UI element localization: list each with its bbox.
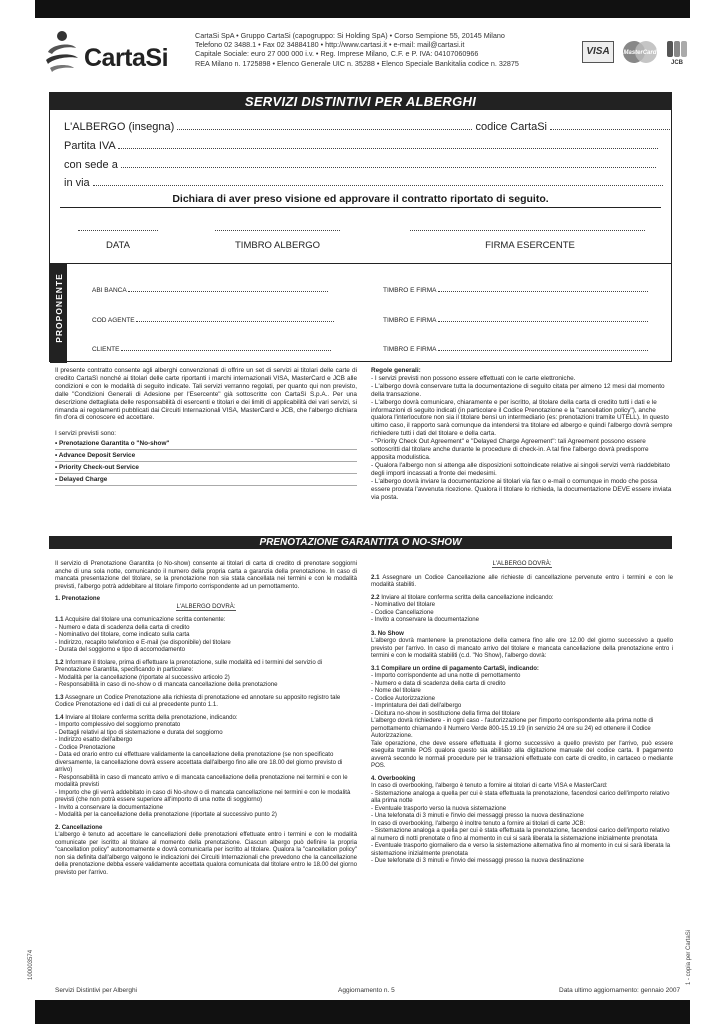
- partita-label: Partita IVA: [64, 140, 116, 152]
- s31-text2: Tale operazione, che deve essere effettuata il giorno successivo a quello previsto per l'arrivo, può essere eseguita tramite POS qualora questo sia abilitato alla digitazione manuale del codice carta. Il pagamento avverrà secondo le normali procedure per le transazioni effettuate con carte di credito, in cartaceo o mediante POS.: [371, 739, 673, 769]
- s31-item: - Codice Autorizzazione: [371, 694, 436, 702]
- rule-item: - I servizi previsti non possono essere effettuati con le carte elettroniche.: [371, 374, 576, 382]
- albergo-field[interactable]: [177, 120, 472, 130]
- cartasi-logo: [42, 30, 172, 75]
- s12-item: - Modalità per la cancellazione (riportate al successivo articolo 2): [55, 673, 230, 681]
- mastercard-logo: [620, 40, 660, 64]
- s22-item: - Codice Cancellazione: [371, 608, 434, 616]
- services-intro: I servizi previsti sono:: [55, 430, 117, 438]
- abi-label: ABI BANCA: [92, 287, 127, 294]
- s22-item: - Invito a conservare la documentazione: [371, 616, 480, 623]
- noshow-intro: Il servizio di Prenotazione Garantita (o No-show) consente ai titolari di carta di credito di prenotare soggiorni anche di una sola notte, comunicando il numero della propria carta a garanzia della prenotazione. In caso di mancata presentazione del titolare, se la prenotazione non sia stata cancellata nei termini e con le modalità previsti, l'albergo potrà addebitare al titolare l'importo corrispondente ad un pernottamento.: [55, 560, 357, 590]
- s31-title: 3.1 Compilare un ordine di pagamento CartaSì, indicando:: [371, 664, 539, 672]
- declaration: Dichiara di aver preso visione ed approvare il contratto riportato di seguito.: [172, 193, 549, 205]
- agente-row: [92, 316, 334, 324]
- svg-text:MasterCard: MasterCard: [623, 50, 657, 56]
- firma-field[interactable]: [410, 229, 645, 231]
- s12-num: 1.2: [55, 658, 64, 666]
- company-info: [195, 31, 535, 68]
- s21-text: Assegnare un Codice Cancellazione alle richieste di cancellazione pervenute entro i termini e con le modalità stabiliti.: [371, 573, 674, 588]
- firma-esercente-label: FIRMA ESERCENTE: [485, 240, 575, 251]
- proponente-divider: [50, 263, 671, 264]
- timbro-firma-row-1: [383, 286, 648, 294]
- rules-column: [371, 367, 673, 501]
- s4-item: - Eventuale trasporto verso la nuova sistemazione: [371, 804, 507, 812]
- s11-text: Acquisire dal titolare una comunicazione scritta contenente:: [64, 616, 226, 623]
- s31-item: - Nome del titolare: [371, 687, 421, 694]
- proponente-sidebar: [50, 263, 67, 363]
- codice-field[interactable]: [550, 120, 670, 130]
- s14-item: - Invito a conservare la documentazione: [55, 803, 164, 811]
- s14-text: Inviare al titolare conferma scritta della prenotazione, indicando:: [65, 713, 238, 721]
- svg-text:JCB: JCB: [670, 60, 684, 66]
- albergo-dovra-right: L'ALBERGO DOVRÀ:: [492, 560, 552, 567]
- visa-logo: VISA: [582, 41, 614, 63]
- rules-title: Regole generali:: [371, 367, 421, 374]
- timbro-firma-field-1[interactable]: [438, 286, 648, 292]
- sede-row: [64, 158, 656, 171]
- data-field[interactable]: [78, 229, 158, 231]
- sede-field[interactable]: [121, 158, 656, 168]
- s14-item: - Responsabilità in caso di mancato arrivo e di mancata cancellazione della prenotazione nei termini e con le modalità previsti: [55, 773, 348, 788]
- intro-column: [55, 367, 357, 488]
- s3-title: 3. No Show: [371, 629, 404, 637]
- form-code: 100003574: [28, 949, 34, 980]
- s11-item: - Numero e data di scadenza della carta di credito: [55, 623, 190, 631]
- company-line: Capitale Sociale: euro 27 000 000 i.v. • Reg. Imprese Milano, C.F. e P. IVA: 04107060966: [195, 49, 479, 59]
- company-line: CartaSi SpA • Gruppo CartaSi (capogruppo: Si Holding SpA) • Corso Sempione 55, 20145 Milano: [195, 31, 505, 40]
- albergo-row: [64, 120, 670, 133]
- s13-num: 1.3: [55, 693, 64, 701]
- via-field[interactable]: [93, 176, 663, 186]
- service-item: • Delayed Charge: [55, 476, 357, 486]
- s14-item: - Importo che gli verrà addebitato in caso di No-show o di mancata cancellazione nei termini e con le modalità previsti (che non potrà essere superiore all'importo di una notte di soggiorno): [55, 788, 351, 803]
- timbro-firma-label: TIMBRO E FIRMA: [383, 287, 437, 294]
- s2-text: L'albergo è tenuto ad accettare le cancellazioni delle prenotazioni effettuate entro i termini e con le modalità comunicate per iscritto al titolare al momento della prenotazione. Ciascun albergo può definire la propria "cancellation policy" autonomamente e dovrà comunicarla per iscritto al titolare. Qualora la "cancellation policy" non sia definita dall'albergo valgono le indicazioni dei Circuiti Internazionali che prevedono che la cancellazione della prenotazione debba essere validamente accettata qualora comunicata dal titolare entro le 18.00 del giorno previsto per l'arrivo.: [55, 831, 357, 876]
- company-line: REA Milano n. 1725898 • Elenco Generale UIC n. 35288 • Elenco Speciale Bankitalia codice n. 32875: [195, 58, 519, 68]
- timbro-firma-field-2[interactable]: [438, 316, 648, 322]
- s4-item: - Due telefonate di 3 minuti e l'invio dei messaggi presso la nuova destinazione: [371, 857, 584, 864]
- s14-item: - Dettagli relativi al tipo di sistemazione e durata del soggiorno: [55, 728, 223, 736]
- footer-left: Servizi Distintivi per Alberghi: [55, 987, 138, 994]
- rule-item: - "Priority Check Out Agreement" e "Delayed Charge Agreement": tali Agreement possono essere sottoscritti dal titolare anche durante le procedure di check-in. A tal fine l'albergo dovrà predisporre apposita modulistica.: [371, 438, 649, 461]
- s21-num: 2.1: [371, 573, 380, 581]
- bottom-bar: [35, 1000, 690, 1024]
- noshow-right-column: [371, 560, 673, 865]
- rule-item: - L'albergo dovrà comunicare, chiaramente e per iscritto, al titolare della carta di credito tutti i dati e le informazioni di seguito indicati (in particolare il Codice Prenotazione e la "cancellation policy"), anche qualora l'interlocutore non sia il titolare bensì un intermediario (es: prenotazioni tramite UTELL). In questo ultimo caso, il rapporto sarà comunque da intendersi tra titolare ed albergo e quindi l'albergo dovrà sempre richiedere tutti i dati del titolare e della carta.: [371, 398, 673, 438]
- abi-field[interactable]: [128, 286, 328, 292]
- partita-row: [64, 139, 658, 152]
- top-bar: [35, 0, 690, 18]
- codice-label: codice CartaSi: [475, 121, 547, 133]
- partita-field[interactable]: [118, 139, 658, 149]
- s31-item: - Numero e data di scadenza della carta di credito: [371, 679, 506, 687]
- cliente-row: [92, 345, 331, 353]
- cliente-label: CLIENTE: [92, 346, 120, 353]
- service-item: • Priority Check-out Service: [55, 464, 357, 474]
- s11-item: - Nominativo del titolare, come indicato sulla carta: [55, 631, 190, 638]
- s14-item: - Modalità per la cancellazione della prenotazione (riportate al successivo punto 2): [55, 811, 277, 818]
- s31-item: - Importo corrispondente ad una notte di pernottamento: [371, 672, 521, 679]
- s11-item: - Indirizzo, recapito telefonico e E-mail (se disponibile) del titolare: [55, 638, 231, 646]
- noshow-title: PRENOTAZIONE GARANTITA O NO-SHOW: [49, 536, 672, 549]
- cod-agente-field[interactable]: [136, 316, 334, 322]
- s12-item: - Responsabilità in caso di no-show o di mancata cancellazione della prenotazione: [55, 681, 278, 688]
- s4-item: - Una telefonata di 3 minuti e l'invio dei messaggi presso la nuova destinazione: [371, 812, 584, 819]
- timbro-firma-label: TIMBRO E FIRMA: [383, 317, 437, 324]
- s13-text: Assegnare un Codice Prenotazione alla richiesta di prenotazione ed annotare su apposito registro tale Codice Prenotazione ed i dati di cui al precedente punto 1.1.: [55, 693, 341, 708]
- s22-item: - Nominativo del titolare: [371, 601, 436, 608]
- rule-item: - L'albergo dovrà inviare la documentazione ai titolari via fax o e-mail o comunque in modo che possa essere provata l'avvenuta ricezione. Qualora il titolare lo richieda, la documentazione DEVE essere inviata via posta.: [371, 477, 672, 501]
- albergo-dovra: L'ALBERGO DOVRÀ:: [176, 602, 236, 610]
- cartasi-swoosh-icon: [42, 30, 82, 74]
- logo-text: CartaSi: [84, 44, 169, 72]
- s31-text: L'albergo dovrà richiedere - in ogni caso - l'autorizzazione per l'importo corrispondente alla prima notte di pernottamento chiamando il Numero Verde 800-15.19.19 (in servizio 24 ore su 24) ed ottenere il Codice Autorizzazione.: [371, 717, 654, 739]
- s4-item: - Sistemazione analoga a quella per cui è stata effettuata la prenotazione, facendosi carico dell'importo relativo al numero di notti prenotate o fino al momento in cui si sarà liberata la sistemazione inizialmente prenotata: [371, 827, 670, 842]
- s14-item: - Indirizzo esatto dell'albergo: [55, 736, 133, 743]
- s14-item: - Importo complessivo del soggiorno prenotato: [55, 721, 181, 728]
- abi-row: [92, 286, 328, 294]
- via-label: in via: [64, 177, 90, 189]
- s11-item: - Durata del soggiorno e tipo di accomodamento: [55, 646, 186, 653]
- s14-item: - Codice Prenotazione: [55, 743, 116, 751]
- footer-right: Data ultimo aggiornamento: gennaio 2007: [559, 987, 681, 994]
- form-title: SERVIZI DISTINTIVI PER ALBERGHI: [50, 93, 671, 110]
- copy-note: 1 - copia per CartaSi: [686, 929, 692, 985]
- proponente-label: PROPONENTE: [54, 273, 64, 343]
- s22-text: Inviare al titolare conferma scritta della cancellazione indicando:: [381, 593, 554, 601]
- cliente-field[interactable]: [121, 345, 331, 351]
- s4-title: 4. Overbooking: [371, 774, 416, 782]
- data-label: DATA: [106, 240, 130, 251]
- s2-title: 2. Cancellazione: [55, 823, 103, 831]
- cod-agente-label: COD AGENTE: [92, 317, 135, 324]
- declaration-underline: [60, 207, 661, 208]
- form-box: [49, 92, 672, 362]
- via-row: [64, 176, 663, 189]
- timbro-firma-row-2: [383, 316, 648, 324]
- card-logos: [582, 38, 692, 68]
- jcb-logo: [666, 40, 688, 66]
- intro-paragraph: Il presente contratto consente agli alberghi convenzionati di offrire un set di servizi ai titolari delle carte di credito CartaSì nonché ai titolari delle carte riportanti i marchi internazionali VISA, MasterCard e JCB alle condizioni e con le modalità di seguito indicate. Tali servizi verranno regolati, per quanto qui non previsto, dalle "Condizioni Generali di Adesione per l'Esercente" già sottoscritte con CartaSì S.p.A.. Per una descrizione dettagliata delle responsabilità di esercenti e titolari e dei limiti di applicabilità dei vari servizi, si rimanda ai regolamenti pubblicati dai Circuiti Internazionali VISA, MasterCard e JCB, che l'albergo dichiara fin d'ora di conoscere ed accettare.: [55, 367, 357, 422]
- timbro-field[interactable]: [215, 229, 340, 231]
- s11-num: 1.1: [55, 616, 64, 623]
- s31-item: - Dicitura no-show in sostituzione della firma del titolare: [371, 709, 521, 717]
- s4-item: - Sistemazione analoga a quella per cui è stata effettuata la prenotazione, facendosi carico dell'importo relativo alla prima notte: [371, 789, 670, 804]
- service-item: • Prenotazione Garantita o "No-show": [55, 440, 357, 450]
- s22-num: 2.2: [371, 593, 380, 601]
- albergo-label: L'ALBERGO (insegna): [64, 121, 175, 133]
- s3-text: L'albergo dovrà mantenere la prenotazione della camera fino alle ore 12.00 del giorno successivo a quello previsto per l'arrivo. In caso di mancato arrivo del titolare e mancata cancellazione della prenotazione entro i termini e con le modalità stabiliti (c.d. "No Show), l'albergo dovrà:: [371, 637, 673, 659]
- s12-text: Informare il titolare, prima di effettuare la prenotazione, sulle modalità ed i termini del servizio di Prenotazione Garantita, specificando in particolare:: [55, 658, 323, 673]
- s1-title: 1. Prenotazione: [55, 595, 101, 602]
- service-item: • Advance Deposit Service: [55, 452, 357, 462]
- s31-item: - Imprintatura dei dati dell'albergo: [371, 702, 462, 709]
- timbro-firma-label: TIMBRO E FIRMA: [383, 346, 437, 353]
- s14-num: 1.4: [55, 713, 64, 721]
- timbro-firma-row-3: [383, 345, 648, 353]
- sede-label: con sede a: [64, 159, 118, 171]
- s4-text: In caso di overbooking, l'albergo è tenuto a fornire ai titolari di carte VISA e MasterCard:: [371, 782, 608, 789]
- timbro-firma-field-3[interactable]: [438, 345, 648, 351]
- s4-text2: In caso di overbooking, l'albergo è inoltre tenuto a fornire ai titolari di carte JCB:: [371, 819, 586, 827]
- rule-item: - Qualora l'albergo non si attenga alle disposizioni sottoindicate relative ai singoli servizi verrà riaddebitato degli importi incassati a fronte dei medesimi.: [371, 461, 670, 477]
- s4-item: - Eventuale trasporto giornaliero da e verso la sistemazione alternativa fino al momento in cui si sarà liberata la sistemazione inizialmente prenotata: [371, 842, 671, 857]
- timbro-albergo-label: TIMBRO ALBERGO: [235, 240, 320, 251]
- company-line: Telefono 02 3488.1 • Fax 02 34884180 • http://www.cartasi.it • e-mail: mail@cartasi.it: [195, 40, 465, 50]
- s14-item: - Data ed orario entro cui effettuare validamente la cancellazione della prenotazione (se non specificato diversamente, la cancellazione dovrà essere accettata dall'albergo fino alle ore 18.00 del giorno previsto di arrivo): [55, 751, 343, 773]
- rule-item: - L'albergo dovrà conservare tutta la documentazione di seguito citata per almeno 12 mesi dal momento della transazione.: [371, 382, 665, 398]
- footer-center: Aggiornamento n. 5: [338, 987, 395, 994]
- noshow-left-column: [55, 560, 357, 881]
